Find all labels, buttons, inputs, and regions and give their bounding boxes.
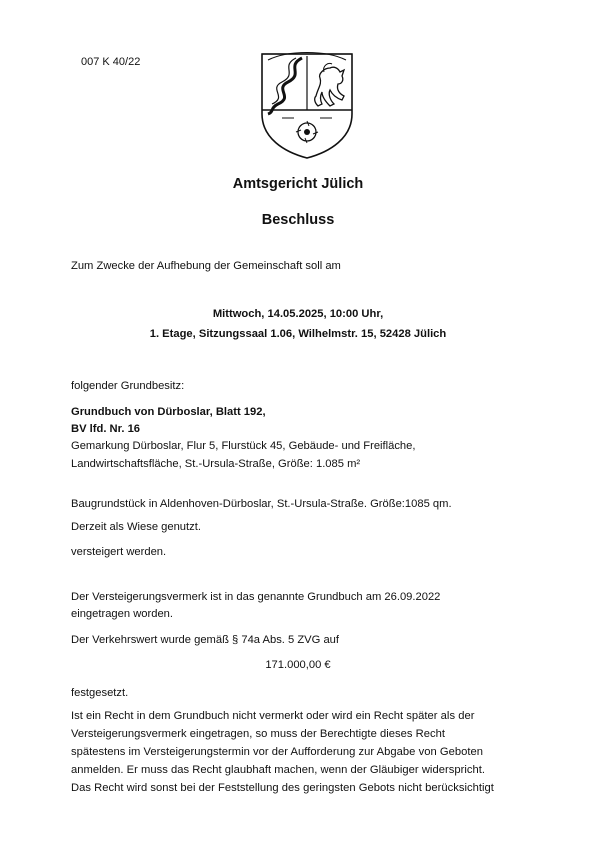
property-usage: Derzeit als Wiese genutzt. xyxy=(71,521,201,533)
registration-line-1: Der Versteigerungsvermerk ist in das genannte Grundbuch am 26.09.2022 xyxy=(71,591,441,603)
register-entry: BV lfd. Nr. 16 xyxy=(71,423,141,435)
nrw-coat-of-arms-icon xyxy=(258,48,356,160)
document-title: Beschluss xyxy=(261,212,335,228)
registration-line-2: eingetragen worden. xyxy=(71,608,174,620)
notice-line: anmelden. Er muss das Recht glaubhaft machen, wenn der Gläubiger widerspricht. xyxy=(71,764,486,776)
property-line-2: Landwirtschaftsfläche, St.-Ursula-Straße, Größe: 1.085 m² xyxy=(71,458,361,470)
property-intro: folgender Grundbesitz: xyxy=(71,380,185,392)
case-number: 007 K 40/22 xyxy=(81,56,141,68)
notice-line: Versteigerungsvermerk eingetragen, so muss der Berechtigte dieses Recht xyxy=(71,728,445,740)
appointment-date-time: Mittwoch, 14.05.2025, 10:00 Uhr, xyxy=(212,308,384,320)
intro-text: Zum Zwecke der Aufhebung der Gemeinschaft soll am xyxy=(71,260,341,272)
notice-line: Das Recht wird sonst bei der Feststellung des geringsten Gebots nicht berücksichtigt xyxy=(71,782,494,794)
notice-line: spätestens im Versteigerungstermin vor der Aufforderung zur Abgabe von Geboten xyxy=(71,746,483,758)
appointment-location: 1. Etage, Sitzungssaal 1.06, Wilhelmstr. 15, 52428 Jülich xyxy=(149,328,447,340)
land-register: Grundbuch von Dürboslar, Blatt 192, xyxy=(71,406,266,418)
market-value: 171.000,00 € xyxy=(265,659,331,671)
property-line-1: Gemarkung Dürboslar, Flur 5, Flurstück 45, Gebäude- und Freifläche, xyxy=(71,440,416,452)
valuation-intro: Der Verkehrswert wurde gemäß § 74a Abs. 5 ZVG auf xyxy=(71,634,340,646)
fixed-text: festgesetzt. xyxy=(71,687,129,699)
notice-line: Ist ein Recht in dem Grundbuch nicht vermerkt oder wird ein Recht später als der xyxy=(71,710,475,722)
court-name: Amtsgericht Jülich xyxy=(232,176,364,192)
property-description: Baugrundstück in Aldenhoven-Dürboslar, St.-Ursula-Straße. Größe:1085 qm. xyxy=(71,498,452,510)
auctioned-text: versteigert werden. xyxy=(71,546,167,558)
